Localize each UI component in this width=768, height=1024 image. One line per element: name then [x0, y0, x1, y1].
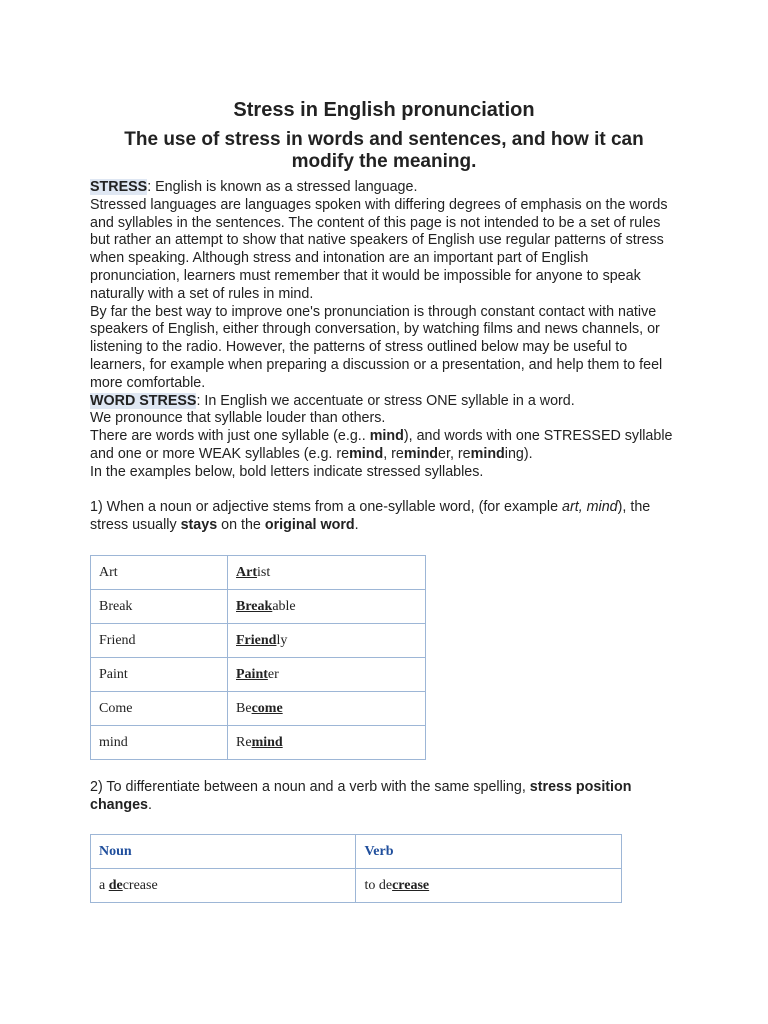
derived-word-cell	[228, 624, 426, 658]
stressed-syllable: crease	[392, 877, 430, 893]
text: able	[272, 598, 296, 614]
text: er, re	[438, 445, 471, 462]
intro-paragraph-2: By far the best way to improve one's pronunciation is through constant contact with native speakers of English, either through conversation, by watching films and news channels, or listening to the radio. However, the patterns of stress outlined below may be useful to learners, for example when preparing a discussion or a presentation, and help them to feel more comfortable.	[90, 303, 663, 391]
text: .	[354, 517, 359, 534]
bold-word: mind	[403, 445, 439, 462]
derived-word-cell	[228, 658, 426, 692]
rule-2	[90, 779, 680, 815]
text: ), the stress usually	[90, 499, 651, 534]
base-word-cell: Come	[91, 692, 228, 726]
verb-cell	[356, 869, 622, 903]
text: a	[99, 877, 109, 893]
word-stress-def-text: : In English we accentuate or stress ONE syllable in a word.	[196, 392, 575, 409]
stress-definition	[90, 179, 675, 197]
bold-word: stays	[180, 517, 218, 534]
page-subtitle: The use of stress in words and sentences, and how it can modify the meaning.	[124, 129, 644, 172]
text: to de	[364, 877, 393, 893]
intro-paragraph-4	[90, 428, 675, 464]
stress-term: STRESS	[90, 179, 148, 195]
intro-paragraph-1: Stressed languages are languages spoken with differing degrees of emphasis on the words and syllables in the sentences. The content of this page is not intended to be a set of rules but rather an attempt to show that native speakers of English use regular patterns of stress when speaking. Although stress and intonation are an important part of English pronunciation, learners must remember that it would be impossible for anyone to speak naturally with a set of rules in mind.	[90, 196, 668, 302]
table-row	[91, 692, 426, 726]
stressed-syllable: Art	[236, 564, 257, 580]
text: 2) To differentiate between a noun and a verb with the same spelling,	[90, 779, 530, 795]
base-word-cell: Art	[91, 556, 228, 590]
derived-word-cell	[228, 692, 426, 726]
base-word-cell: mind	[91, 726, 228, 760]
stressed-syllable: Paint	[236, 666, 268, 682]
table-row	[91, 869, 622, 903]
noun-verb-table	[90, 834, 622, 903]
table-row	[91, 658, 426, 692]
text: ly	[276, 632, 288, 648]
text: There are words with just one syllable (e.g..	[90, 428, 370, 445]
stressed-syllable: mind	[251, 734, 283, 750]
text: er	[267, 666, 279, 682]
derived-word-cell	[228, 726, 426, 760]
derived-word-cell	[228, 590, 426, 624]
text: 1) When a noun or adjective stems from a one-syllable word, (for example	[90, 499, 563, 516]
stressed-syllable: de	[108, 877, 123, 893]
intro-paragraph-3: We pronounce that syllable louder than others.	[90, 410, 386, 427]
header-verb: Verb	[356, 835, 622, 869]
header-noun: Noun	[91, 835, 356, 869]
bold-word: mind	[470, 445, 505, 462]
base-word-cell: Paint	[91, 658, 228, 692]
word-stress-term: WORD STRESS	[90, 392, 197, 409]
italic-examples: art, mind	[562, 499, 618, 516]
noun-cell	[91, 869, 356, 903]
text: ing).	[504, 445, 533, 462]
text: crease	[122, 877, 158, 893]
word-stress-definition	[90, 393, 675, 411]
table-header-row	[91, 835, 622, 869]
base-word-cell: Friend	[91, 624, 228, 658]
table-row	[91, 590, 426, 624]
text: , re	[383, 445, 404, 462]
rule-1	[90, 499, 675, 535]
stressed-syllable: Friend	[236, 632, 277, 648]
stressed-syllable: Break	[236, 598, 273, 614]
bold-word: original word	[264, 517, 355, 534]
table-row	[91, 726, 426, 760]
text: .	[148, 796, 152, 813]
derived-word-cell	[228, 556, 426, 590]
stressed-syllable: come	[251, 700, 283, 716]
bold-word: mind	[349, 445, 384, 462]
stress-examples-table	[90, 555, 426, 760]
text: ist	[257, 564, 271, 580]
base-word-cell: Break	[91, 590, 228, 624]
bold-word: mind	[369, 428, 404, 445]
text: on the	[217, 517, 265, 534]
text: ), and words with one STRESSED syllable and one or more WEAK syllables (e.g. re	[90, 428, 673, 462]
intro-section	[90, 179, 675, 535]
table-row	[91, 624, 426, 658]
bold-phrase: stress position changes	[90, 779, 632, 813]
stress-def-text: : English is known as a stressed language.	[147, 179, 418, 195]
text: Re	[236, 734, 252, 750]
intro-paragraph-5: In the examples below, bold letters indicate stressed syllables.	[90, 463, 484, 480]
page-title: Stress in English pronunciation	[233, 99, 535, 121]
spacer	[90, 482, 675, 500]
text: Be	[236, 700, 252, 716]
table-row	[91, 556, 426, 590]
